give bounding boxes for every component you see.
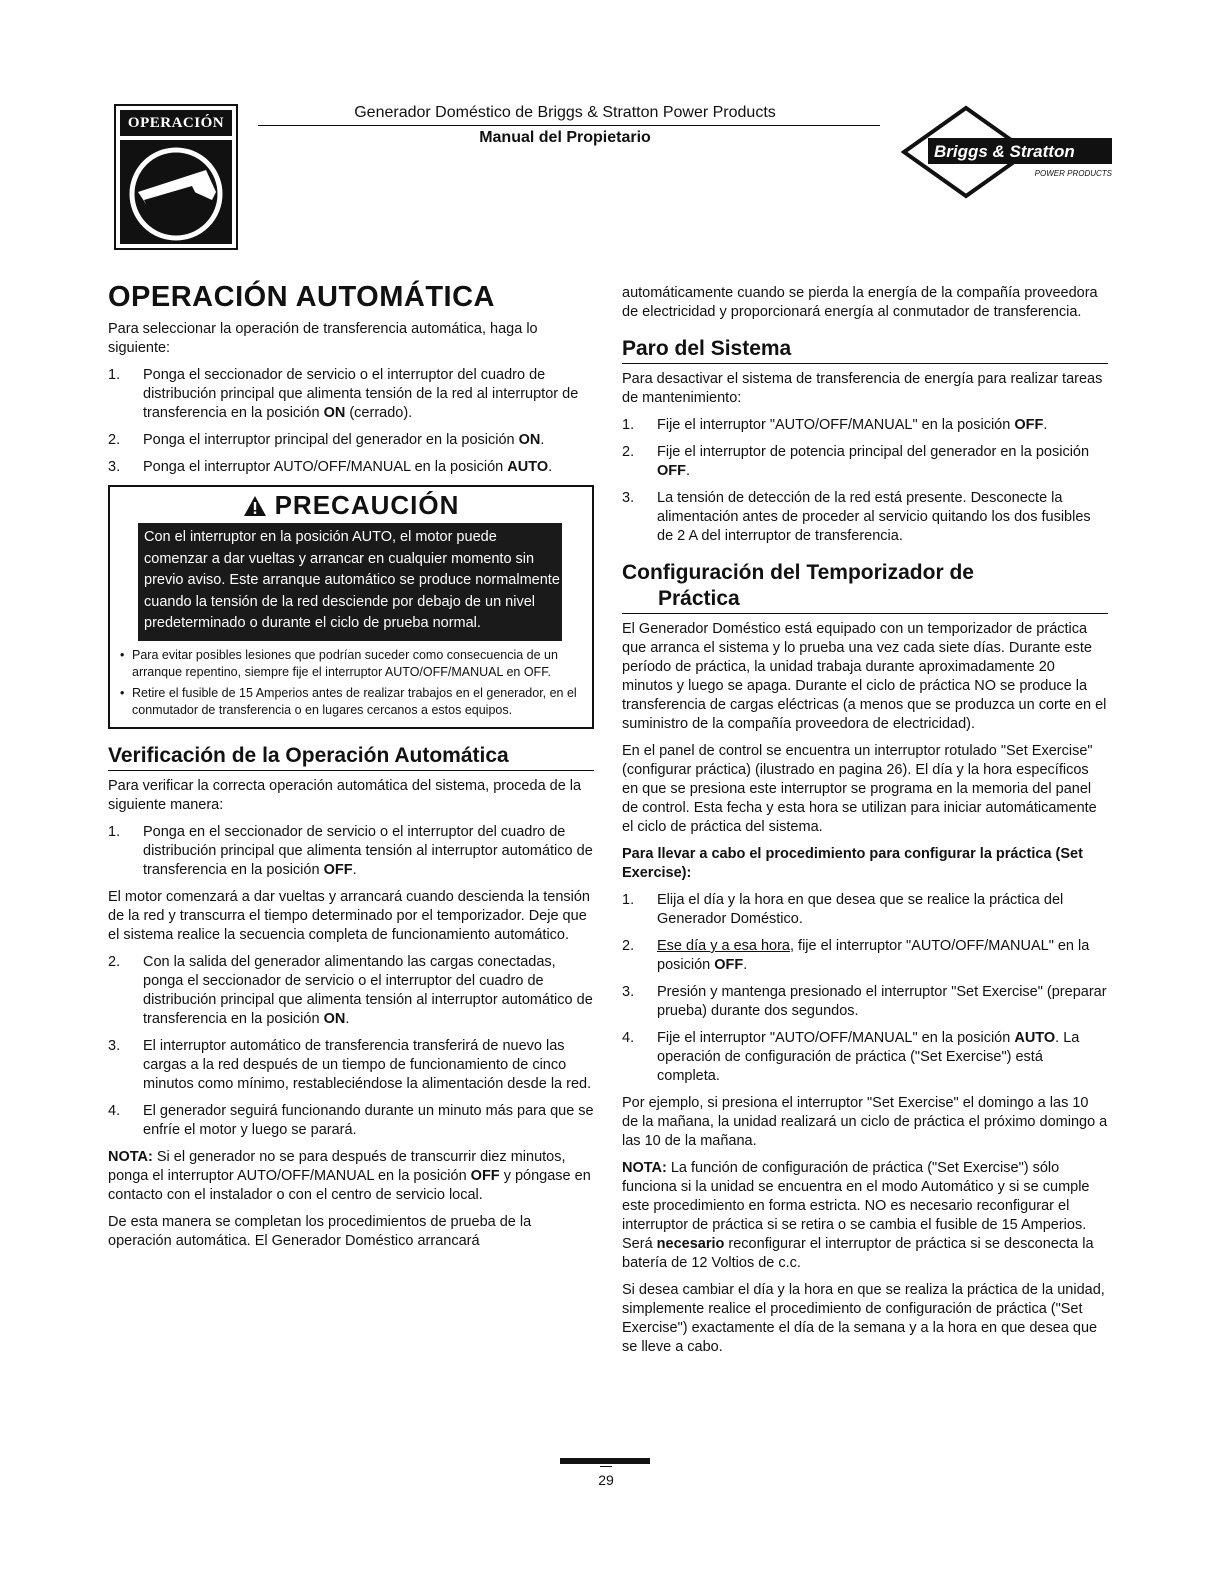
auto-steps-list: [108, 366, 594, 477]
list-item: 4. Fije el interruptor "AUTO/OFF/MANUAL" en la posición AUTO. La operación de configuración de práctica ("Set Exercise") está completa.: [622, 1030, 1080, 1084]
list-item: 1. Ponga el seccionador de servicio o el interruptor del cuadro de distribución principal que alimenta tensión de la red al interruptor de transferencia en la posición ON (cerrado).: [108, 367, 579, 421]
list-item: 3. La tensión de detección de la red está presente. Desconecte la alimentación antes de proceder al servicio quitando los dos fusibles de 2 A del interruptor de transferencia.: [622, 490, 1091, 544]
list-item: 1. Ponga en el seccionador de servicio o el interruptor del cuadro de distribución principal que alimenta tensión al interruptor automático de transferencia en la posición OFF.: [108, 823, 593, 878]
header-subtitle: Manual del Propietario: [479, 129, 651, 146]
caution-title: PRECAUCIÓN: [110, 487, 592, 523]
verification-step-1: [108, 823, 594, 880]
list-item: 2. Fije el interruptor de potencia principal del generador en la posición OFF.: [622, 444, 1090, 479]
note-paragraph: NOTA: La función de configuración de práctica ("Set Exercise") sólo funciona si la unidad se encuentra en el modo Automático y si se cumple este procedimiento en forma estricta. NO es necesario reconfigurar el interruptor de práctica si se retira o se cambia el fusible de 15 Amperios. Será necesario reconfigurar el interruptor de práctica si se desconecta la batería de 12 Voltios de c.c.: [622, 1160, 1094, 1271]
caution-bullets: [118, 647, 584, 719]
list-item: 1. Elija el día y la hora en que desea que se realice la práctica del Generador Doméstico.: [622, 892, 1064, 927]
final-paragraph: Si desea cambiar el día y la hora en que se realiza la práctica de la unidad, simplemente realice el procedimiento de configuración de práctica ("Set Exercise") exactamente el día de la semana y a la hora en que desea que se lleve a cabo.: [622, 1282, 1105, 1355]
verification-intro: Para verificar la correcta operación automática del sistema, proceda de la siguiente manera:: [108, 777, 582, 813]
exercise-paragraph-2: En el panel de control se encuentra un interruptor rotulado "Set Exercise" (configurar práctica) (ilustrado en pagina 26). El día y la hora específicos en que se presiona este interruptor se programa en la memoria del panel de control. Esta fecha y esta hora se utilizan para iniciar automáticamente el ciclo de práctica del sistema.: [622, 743, 1097, 835]
header-title: Generador Doméstico de Briggs & Stratton Power Products: [354, 104, 776, 121]
list-item: 1. Fije el interruptor "AUTO/OFF/MANUAL" en la posición OFF.: [622, 417, 1048, 433]
continued-paragraph: automáticamente cuando se pierda la energía de la compañía proveedora de electricidad y proporcionará energía al conmutador de transferencia.: [622, 285, 1098, 320]
right-column: [622, 284, 1108, 1365]
list-item: 3. El interruptor automático de transferencia transferirá de nuevo las cargas a la red después de un tiempo de funcionamiento de cinco minutos como mínimo, restableciéndose la alimentación desde la red.: [108, 1037, 592, 1092]
badge-graphic: [120, 140, 232, 244]
footer-rule: [600, 1466, 612, 1467]
exercise-procedure-title: Para llevar a cabo el procedimiento para configurar la práctica (Set Exercise):: [622, 846, 1083, 881]
briggs-stratton-logo: [898, 104, 1118, 200]
caution-body: Con el interruptor en la posición AUTO, el motor puede comenzar a dar vueltas y arrancar en cualquier momento sin previo aviso. Este arranque automático se produce normalmente cuando la tensión de la red desciende por debajo de un nivel predeterminado o durante el ciclo de prueba normal.: [138, 523, 562, 641]
list-item: 3. Ponga el interruptor AUTO/OFF/MANUAL en la posición AUTO.: [108, 459, 553, 475]
page-heading: OPERACIÓN AUTOMÁTICA: [108, 281, 495, 313]
system-stop-heading: Paro del Sistema: [622, 336, 1108, 364]
list-item: 2. Con la salida del generador alimentando las cargas conectadas, ponga el seccionador de servicio o el interruptor del cuadro de distribución principal que alimenta tensión al interruptor automático de transferencia en la posición ON.: [108, 953, 593, 1027]
switch-icon: [120, 140, 232, 244]
footer-bar: [560, 1458, 650, 1464]
list-item: 2. Ponga el interruptor principal del generador en la posición ON.: [108, 432, 545, 448]
system-stop-intro: Para desactivar el sistema de transferencia de energía para realizar tareas de mantenimiento:: [622, 371, 1103, 406]
header-rule: [258, 125, 880, 126]
intro-paragraph: Para seleccionar la operación de transferencia automática, haga lo siguiente:: [108, 321, 538, 356]
verification-paragraph: El motor comenzará a dar vueltas y arrancará cuando descienda la tensión de la red y transcurra el tiempo determinado por el temporizador. Deje que el sistema realice la secuencia completa de funcionamiento automático.: [108, 888, 590, 943]
list-item: 3. Presión y mantenga presionado el interruptor "Set Exercise" (preparar prueba) durante dos segundos.: [622, 984, 1107, 1019]
badge-label: OPERACIÓN: [120, 110, 232, 136]
caution-box: [108, 485, 594, 729]
verification-heading: Verificación de la Operación Automática: [108, 743, 594, 771]
list-item: 2. Ese día y a esa hora, fije el interruptor "AUTO/OFF/MANUAL" en la posición OFF.: [622, 938, 1090, 973]
exercise-timer-heading: Configuración del Temporizador de Práctica: [622, 560, 1108, 614]
list-item: • Retire el fusible de 15 Amperios antes de realizar trabajos en el generador, en el conmutador de transferencia o en lugares cercanos a estos equipos.: [118, 685, 584, 719]
exercise-paragraph-1: El Generador Doméstico está equipado con un temporizador de práctica que arranca el sistema y lo prueba una vez cada siete días. Durante este período de práctica, la unidad trabaja durante aproximadamente 20 minutos y luego se apaga. Durante el ciclo de práctica NO se produce la transferencia de cargas eléctricas (a menos que se produzca un corte en el suministro de la compañía proveedora de electricidad).: [622, 621, 1107, 732]
exercise-steps: [622, 891, 1108, 1086]
logo-subtext: POWER PRODUCTS: [1034, 169, 1112, 178]
left-column: [108, 280, 594, 1259]
verification-steps-list: [108, 953, 594, 1140]
warning-icon: [243, 495, 267, 517]
closing-paragraph: De esta manera se completan los procedimientos de prueba de la operación automática. El Generador Doméstico arrancará: [108, 1213, 532, 1249]
list-item: • Para evitar posibles lesiones que podrían suceder como consecuencia de un arranque repentino, siempre fije el interruptor AUTO/OFF/MANUAL en OFF.: [118, 647, 584, 681]
logo-text: Briggs & Stratton: [934, 142, 1075, 161]
note-paragraph: NOTA: Si el generador no se para después de transcurrir diez minutos, ponga el interruptor AUTO/OFF/MANUAL en la posición OFF y póngase en contacto con el instalador o con el centro de servicio local.: [108, 1148, 591, 1203]
operation-badge: [114, 104, 238, 250]
system-stop-steps: [622, 416, 1108, 546]
example-paragraph: Por ejemplo, si presiona el interruptor "Set Exercise" el domingo a las 10 de la mañana, la unidad realizará un ciclo de práctica el próximo domingo a las 10 de la mañana.: [622, 1095, 1108, 1149]
list-item: 4. El generador seguirá funcionando durante un minuto más para que se enfríe el motor y luego se parará.: [108, 1102, 594, 1138]
page-number: 29: [598, 1472, 614, 1488]
